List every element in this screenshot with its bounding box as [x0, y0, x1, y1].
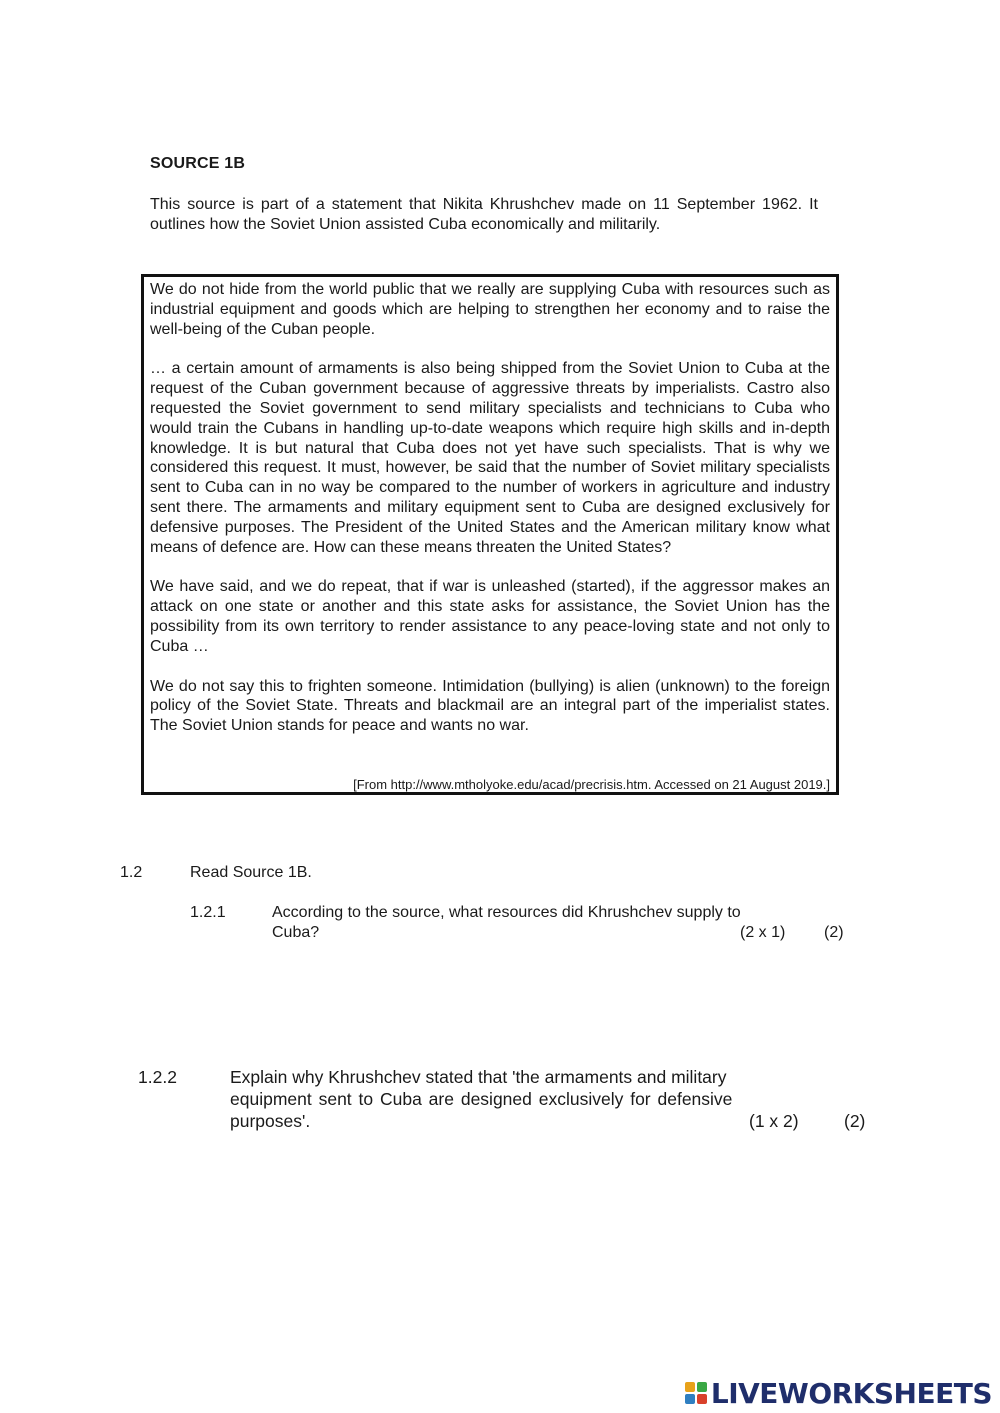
- source-quote-box: [141, 274, 839, 795]
- question-number: 1.2: [120, 864, 143, 881]
- question-text: Explain why Khrushchev stated that 'the armaments and military: [230, 1067, 727, 1087]
- liveworksheets-logo-icon: [685, 1382, 707, 1404]
- question-text: purposes'.: [230, 1111, 311, 1131]
- liveworksheets-watermark: [685, 1376, 992, 1410]
- quote-paragraph: We do not say this to frighten someone. Intimidation (bullying) is alien (unknown) to the foreign policy of the Soviet State. Threats and blackmail are an integral part of the imperialist states. The Soviet Union stands for peace and wants no war.: [150, 677, 830, 735]
- quote-paragraph: We have said, and we do repeat, that if war is unleashed (started), if the aggressor makes an attack on one state or another and this state asks for assistance, the Soviet Union has the possibility from its own territory to render assistance to any peace-loving state and not only to Cuba …: [150, 578, 830, 655]
- quote-paragraph: We do not hide from the world public that we really are supplying Cuba with resources such as industrial equipment and goods which are helping to strengthen her economy and to raise the well-being of the Cuban people.: [150, 281, 830, 338]
- question-text: Cuba?: [272, 924, 320, 941]
- mark-allocation: (2 x 1): [740, 924, 786, 941]
- watermark-text: LIVEWORKSHEETS: [710, 1376, 992, 1410]
- source-heading: SOURCE 1B: [150, 155, 246, 172]
- question-marks: (2): [824, 924, 844, 941]
- question-text: According to the source, what resources did Khrushchev supply to: [272, 904, 741, 921]
- question-text: Read Source 1B.: [190, 864, 312, 881]
- source-citation: [From http://www.mtholyoke.edu/acad/precrisis.htm. Accessed on 21 August 2019.]: [353, 777, 830, 792]
- question-marks: (2): [844, 1111, 866, 1131]
- source-intro: This source is part of a statement that Nikita Khrushchev made on 11 September 1962. It outlines how the Soviet Union assisted Cuba economically and militarily.: [150, 196, 818, 233]
- question-text: equipment sent to Cuba are designed exclusively for defensive: [230, 1089, 733, 1109]
- quote-paragraph: … a certain amount of armaments is also being shipped from the Soviet Union to Cuba at the request of the Cuban government because of aggressive threats by imperialists. Castro also requested the Soviet government to send military specialists and technicians to Cuba who would train the Cubans in handling up-to-date weapons which require high skills and in-depth knowledge. It is but natural that Cuba does not yet have such specialists. That is why we considered this request. It must, however, be said that the number of Soviet military specialists sent to Cuba can in no way be compared to the number of workers in agriculture and industry sent there. The armaments and military equipment sent to Cuba are designed exclusively for defensive purposes. The President of the United States and the American military know what means of defence are. How can these means threaten the United States?: [150, 360, 830, 556]
- question-number: 1.2.1: [190, 904, 226, 921]
- mark-allocation: (1 x 2): [749, 1111, 799, 1131]
- question-number: 1.2.2: [138, 1067, 177, 1087]
